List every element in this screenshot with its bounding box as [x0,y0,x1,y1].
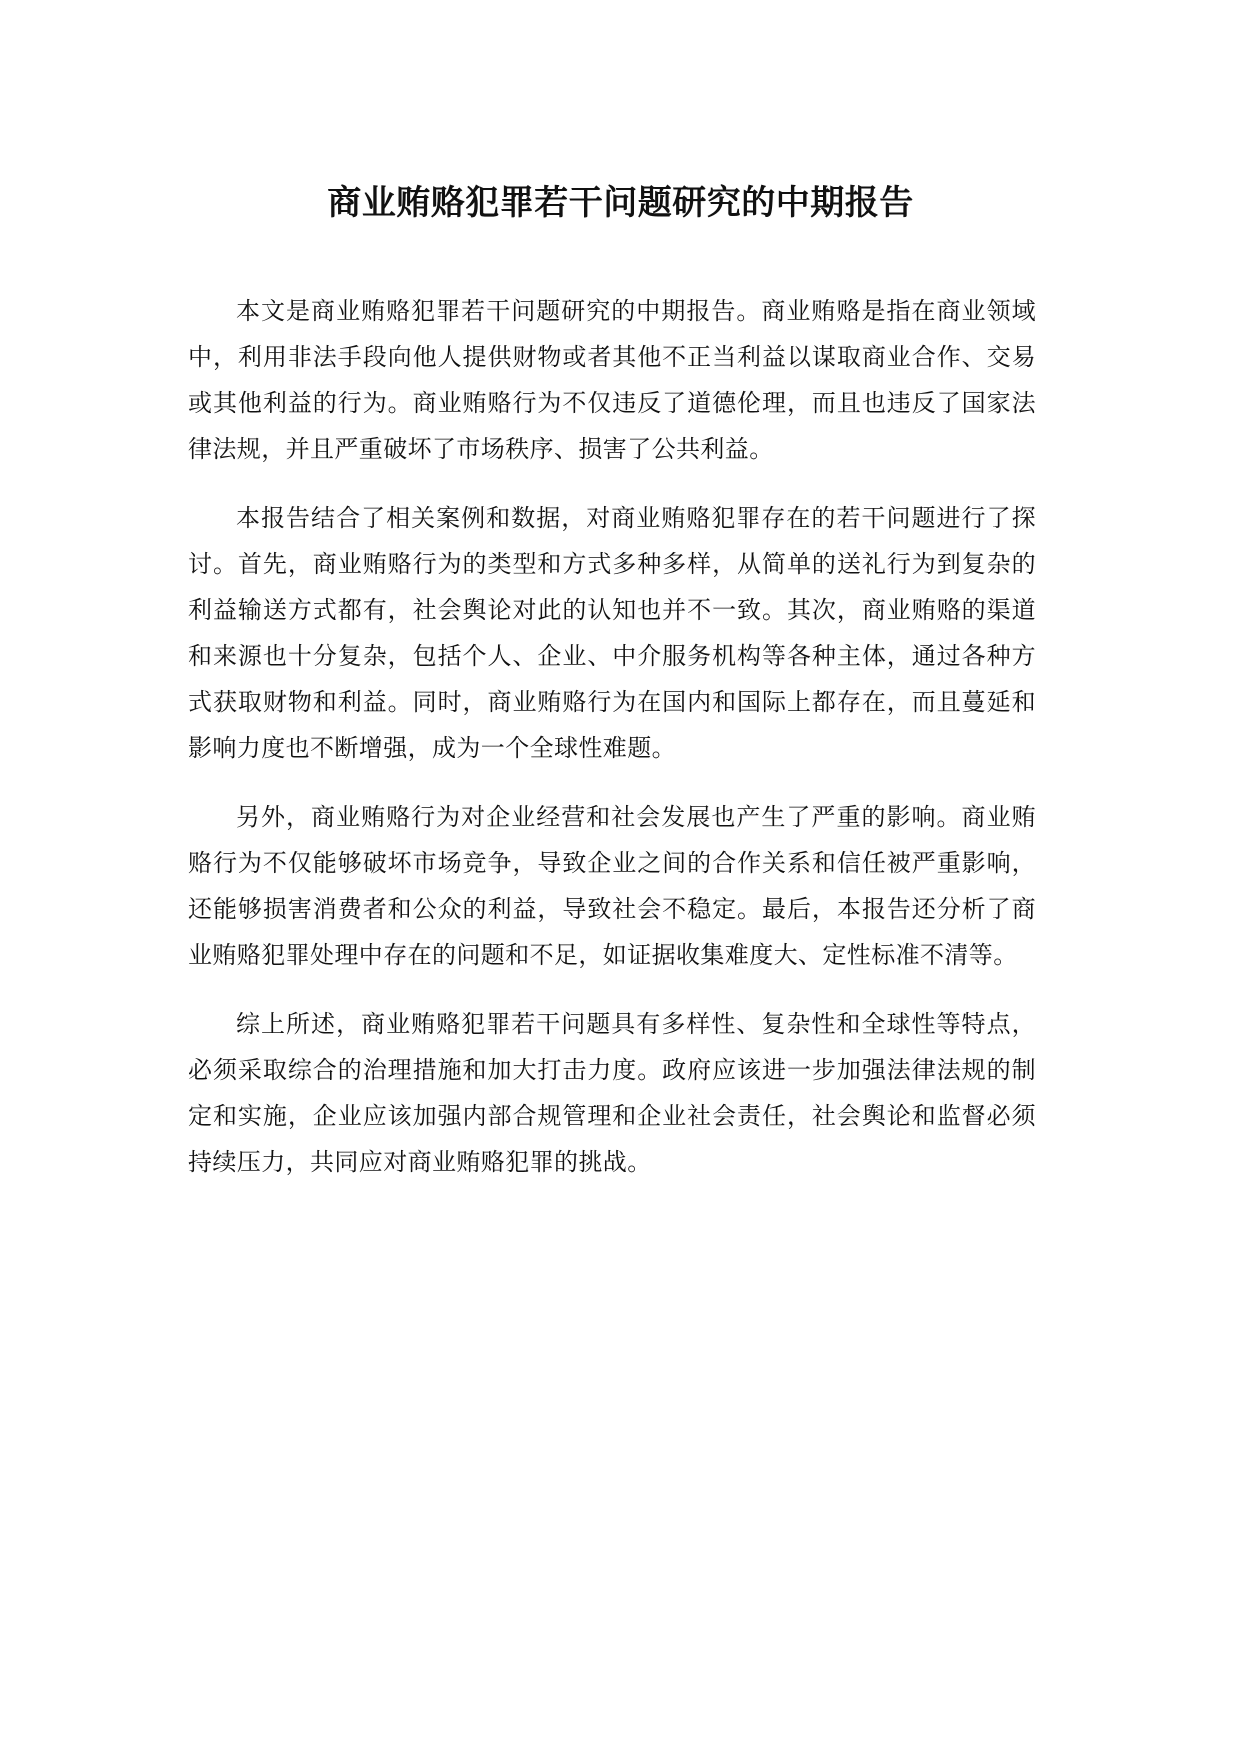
document-title: 商业贿赂犯罪若干问题研究的中期报告 [327,183,914,223]
paragraph-4: 综上所述，商业贿赂犯罪若干问题具有多样性、复杂性和全球性等特点，必须采取综合的治理措施和加大打击力度。政府应该进一步加强法律法规的制定和实施，企业应该加强内部合规管理和企业社会责任，社会舆论和监督必须持续压力，共同应对商业贿赂犯罪的挑战。 [188,1010,1036,1176]
paragraph-3: 另外，商业贿赂行为对企业经营和社会发展也产生了严重的影响。商业贿赂行为不仅能够破坏市场竞争，导致企业之间的合作关系和信任被严重影响，还能够损害消费者和公众的利益，导致社会不稳定。最后，本报告还分析了商业贿赂犯罪处理中存在的问题和不足，如证据收集难度大、定性标准不清等。 [188,803,1036,969]
paragraph-1: 本文是商业贿赂犯罪若干问题研究的中期报告。商业贿赂是指在商业领域中，利用非法手段向他人提供财物或者其他不正当利益以谋取商业合作、交易或其他利益的行为。商业贿赂行为不仅违反了道德伦理，而且也违反了国家法律法规，并且严重破坏了市场秩序、损害了公共利益。 [188,297,1036,463]
document-body [188,288,1036,1208]
paragraph-2: 本报告结合了相关案例和数据，对商业贿赂犯罪存在的若干问题进行了探讨。首先，商业贿赂行为的类型和方式多种多样，从简单的送礼行为到复杂的利益输送方式都有，社会舆论对此的认知也并不一致。其次，商业贿赂的渠道和来源也十分复杂，包括个人、企业、中介服务机构等各种主体，通过各种方式获取财物和利益。同时，商业贿赂行为在国内和国际上都存在，而且蔓延和影响力度也不断增强，成为一个全球性难题。 [188,504,1036,762]
